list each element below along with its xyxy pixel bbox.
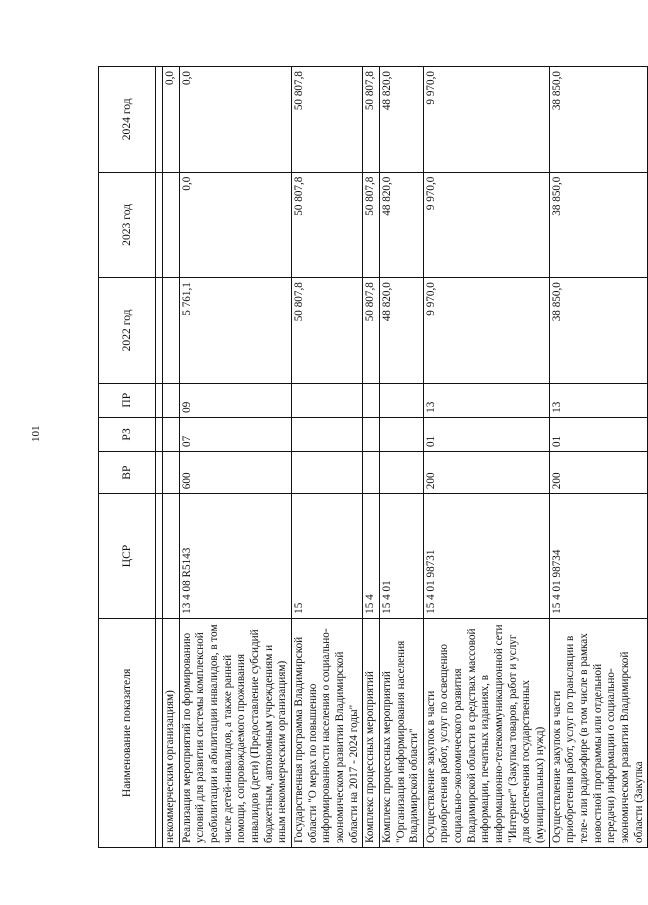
cell-2024: 50 807,8 bbox=[291, 67, 362, 173]
cell-name: Комплекс процессных мероприятий "Организация информирования населения Владимирской области" bbox=[379, 618, 423, 847]
cell-2023: 50 807,8 bbox=[363, 172, 380, 278]
cell-2022: 38 850,0 bbox=[549, 278, 648, 384]
header-name: Наименование показателя bbox=[99, 618, 156, 847]
cell-2023: 38 850,0 bbox=[549, 172, 648, 278]
cell-2023: 0,0 bbox=[179, 172, 291, 278]
header-rz: РЗ bbox=[99, 417, 156, 451]
cell-2024: 0,0 bbox=[179, 67, 291, 173]
cell-rz bbox=[379, 417, 423, 451]
cell-pr: 13 bbox=[423, 383, 549, 417]
cell-pr bbox=[291, 383, 362, 417]
cell-2022: 50 807,8 bbox=[291, 278, 362, 384]
cell-csr bbox=[163, 494, 180, 619]
cell-csr: 15 bbox=[291, 494, 362, 619]
cell-csr: 15 4 01 bbox=[379, 494, 423, 619]
table-row bbox=[549, 67, 648, 848]
cell-2022: 48 820,0 bbox=[379, 278, 423, 384]
cell-2022: 50 807,8 bbox=[363, 278, 380, 384]
cell-name: Осуществление закупок в части приобретения работ, услуг по освещению социально-экономического развития Владимирской области в средствах массовой информации, печатных изданиях, в информационно-телекоммуникационной сети "Интернет" (Закупка товаров, работ и услуг для обеспечения государственных (муниципальных) нужд) bbox=[423, 618, 549, 847]
cell-csr: 13 4 08 R5143 bbox=[179, 494, 291, 619]
cell-vr: 600 bbox=[179, 452, 291, 494]
cell-vr bbox=[379, 452, 423, 494]
cell-rz bbox=[163, 417, 180, 451]
rotated-page bbox=[98, 66, 645, 848]
cell-rz: 01 bbox=[423, 417, 549, 451]
cell-name: Осуществление закупок в части приобретения работ, услуг по трансляции в теле- или радиоэфире (в том числе в рамках новостной программы или отдельной передачи) информации о социально-экономическом развитии Владимирской области (Закупка bbox=[549, 618, 648, 847]
cell-2023: 48 820,0 bbox=[379, 172, 423, 278]
table-row bbox=[379, 67, 423, 848]
cell-name: некоммерческим организациям) bbox=[163, 618, 180, 847]
cell-vr: 200 bbox=[549, 452, 648, 494]
cell-pr: 13 bbox=[549, 383, 648, 417]
cell-2024: 48 820,0 bbox=[379, 67, 423, 173]
cell-csr: 15 4 bbox=[363, 494, 380, 619]
table-row bbox=[363, 67, 380, 848]
cell-name: Реализация мероприятий по формированию условий для развития системы комплексной реабилитации и абилитации инвалидов, в том числе детей-инвалидов, а также ранней помощи, сопровождаемого проживания инвалидов (дети) (Предоставление субсидий бюджетным, автономным учреждениям и иным некоммерческим организациям) bbox=[179, 618, 291, 847]
cell-rz bbox=[363, 417, 380, 451]
cell-rz: 01 bbox=[549, 417, 648, 451]
header-pr: ПР bbox=[99, 383, 156, 417]
cell-2024: 9 970,0 bbox=[423, 67, 549, 173]
cell-2022: 9 970,0 bbox=[423, 278, 549, 384]
cell-2023 bbox=[163, 172, 180, 278]
budget-table bbox=[98, 66, 648, 848]
table-row bbox=[423, 67, 549, 848]
cell-rz bbox=[291, 417, 362, 451]
table-row bbox=[163, 67, 180, 848]
header-vr: ВР bbox=[99, 452, 156, 494]
cell-vr bbox=[291, 452, 362, 494]
cell-pr bbox=[363, 383, 380, 417]
cell-name: Комплекс процессных мероприятий bbox=[363, 618, 380, 847]
table-row bbox=[291, 67, 362, 848]
cell-vr: 200 bbox=[423, 452, 549, 494]
cell-2023: 50 807,8 bbox=[291, 172, 362, 278]
cell-pr bbox=[163, 383, 180, 417]
cell-2024: 0,0 bbox=[163, 67, 180, 173]
cell-2022: 5 761,1 bbox=[179, 278, 291, 384]
cell-2024: 38 850,0 bbox=[549, 67, 648, 173]
cell-pr bbox=[379, 383, 423, 417]
table-row bbox=[179, 67, 291, 848]
cell-2022 bbox=[163, 278, 180, 384]
header-2023: 2023 год bbox=[99, 172, 156, 278]
header-2024: 2024 год bbox=[99, 67, 156, 173]
cell-rz: 07 bbox=[179, 417, 291, 451]
cell-vr bbox=[363, 452, 380, 494]
cell-vr bbox=[163, 452, 180, 494]
header-spacer-row bbox=[156, 67, 163, 848]
cell-2024: 50 807,8 bbox=[363, 67, 380, 173]
page-number: 101 bbox=[30, 425, 42, 442]
cell-pr: 09 bbox=[179, 383, 291, 417]
header-csr: ЦСР bbox=[99, 494, 156, 619]
cell-2023: 9 970,0 bbox=[423, 172, 549, 278]
cell-csr: 15 4 01 98734 bbox=[549, 494, 648, 619]
table-header-row bbox=[99, 67, 156, 848]
header-2022: 2022 год bbox=[99, 278, 156, 384]
cell-csr: 15 4 01 98731 bbox=[423, 494, 549, 619]
cell-name: Государственная программа Владимирской области "О мерах по повышению информированности населения о социально-экономическом развитии Владимирской области на 2017 - 2024 годы" bbox=[291, 618, 362, 847]
